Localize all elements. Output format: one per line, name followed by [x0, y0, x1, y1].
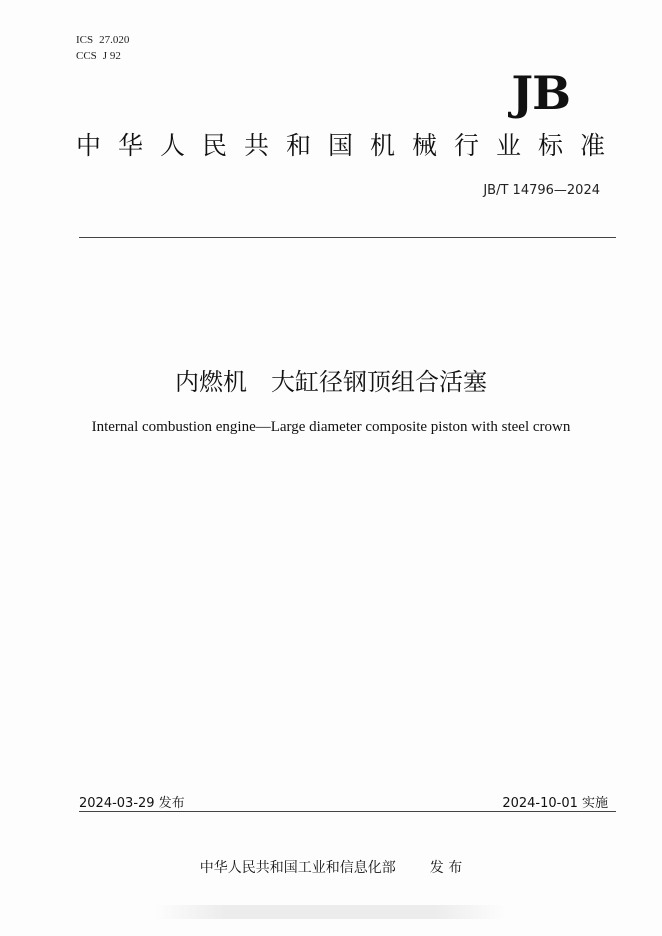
- faint-watermark: [155, 905, 505, 919]
- document-title-english: Internal combustion engine—Large diameter composite piston with steel crown: [91, 419, 571, 435]
- ccs-label: CCS: [76, 50, 97, 62]
- jb-logo: JB: [511, 66, 570, 120]
- ccs-value: J 92: [102, 50, 121, 62]
- publisher-line: [0, 857, 662, 877]
- top-divider: [79, 237, 616, 238]
- publish-word: 发 布: [429, 860, 463, 876]
- standard-number: JB/T 14796—2024: [483, 183, 600, 198]
- ics-row: [76, 32, 135, 48]
- classification-codes: [76, 32, 135, 64]
- ccs-row: [76, 48, 135, 64]
- publisher-name: 中华人民共和国工业和信息化部: [199, 860, 396, 876]
- issue-date: 2024-03-29 发布: [79, 796, 185, 811]
- document-title-chinese: 内燃机 大缸径钢顶组合活塞: [175, 368, 487, 396]
- ics-value: 27.020: [99, 34, 130, 46]
- bottom-divider: [79, 811, 616, 812]
- ics-label: ICS: [76, 34, 94, 46]
- implementation-date: 2024-10-01 实施: [502, 796, 608, 811]
- standard-title: 中华人民共和国机械行业标准: [76, 131, 623, 160]
